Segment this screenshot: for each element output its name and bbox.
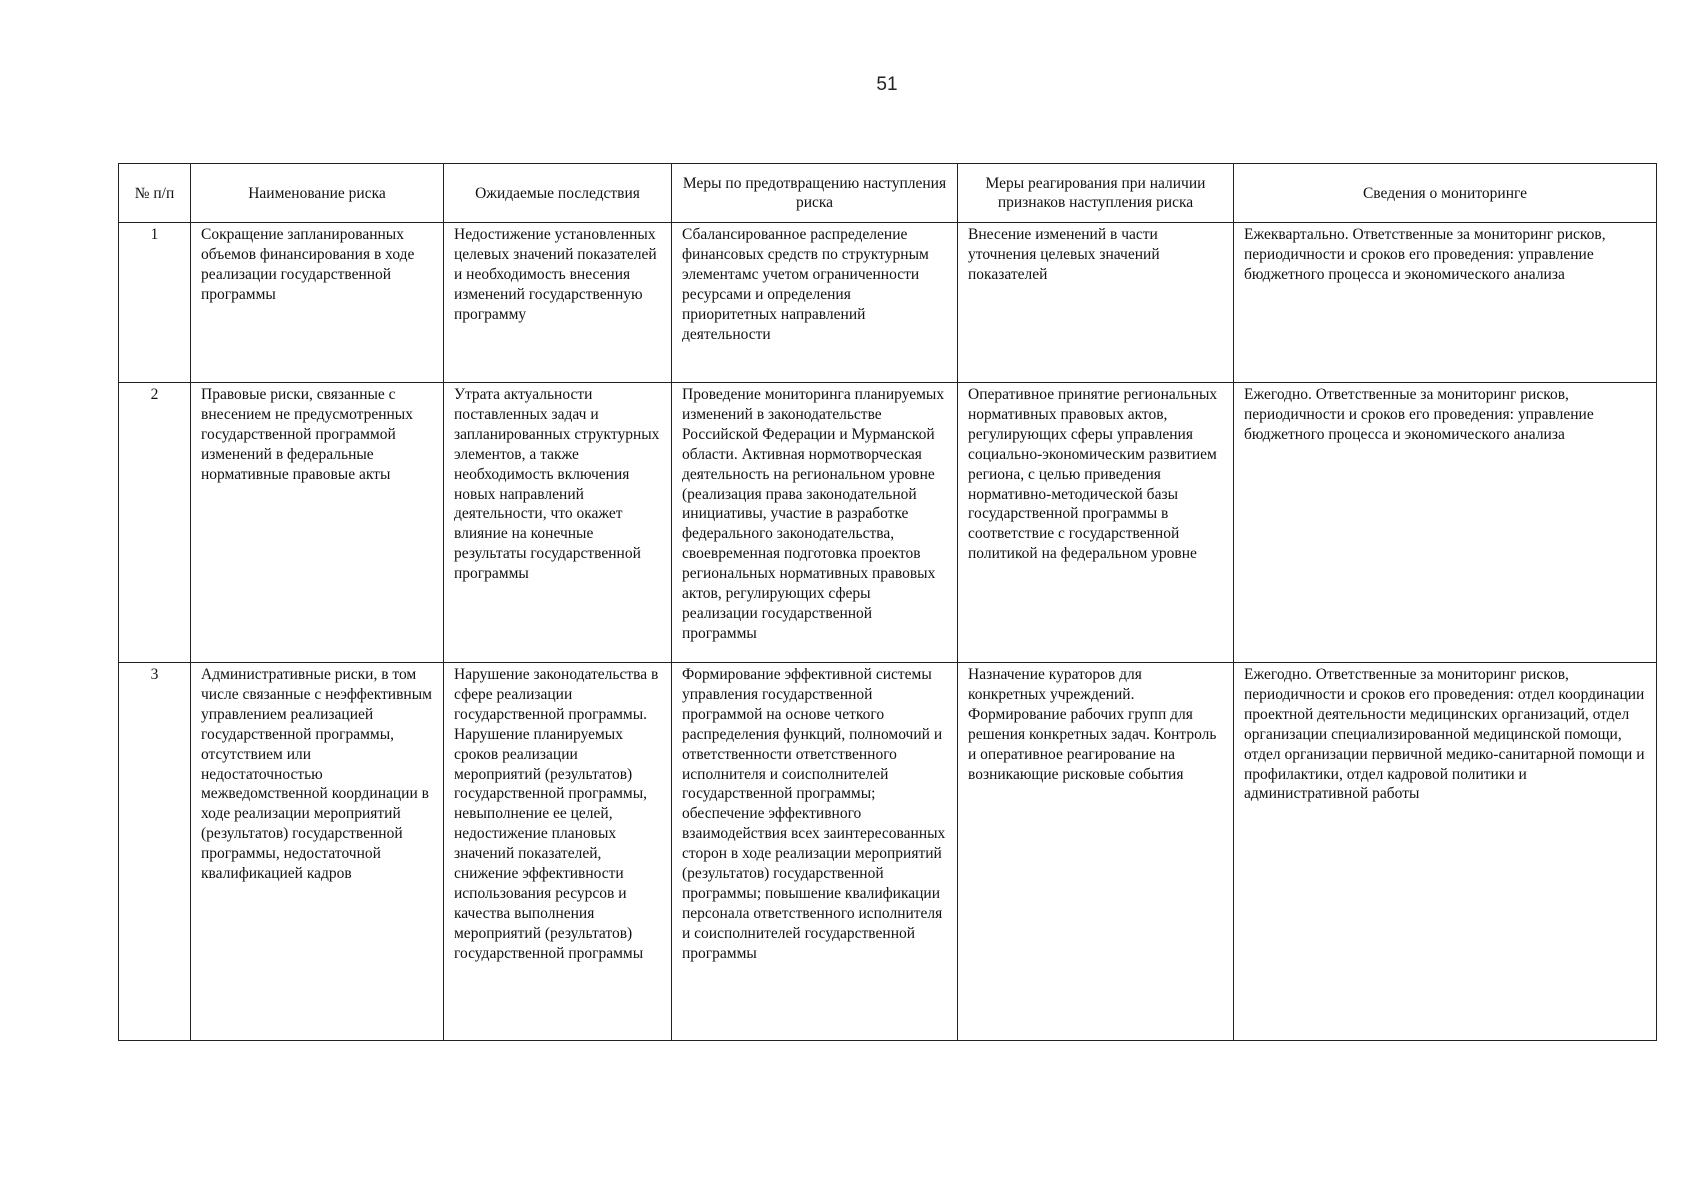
header-response: Меры реагирования при наличии признаков наступления риска (958, 164, 1234, 223)
header-risk-name: Наименование риска (191, 164, 444, 223)
cell-response: Внесение изменений в части уточнения целевых значений показателей (958, 223, 1234, 383)
page-number: 51 (876, 74, 898, 95)
cell-prevention: Сбалансированное распределение финансовых средств по структурным элементамс учетом ограниченности ресурсами и определения приоритетных направлений деятельности (672, 223, 958, 383)
cell-monitoring: Ежегодно. Ответственные за мониторинг рисков, периодичности и сроков его проведения: управление бюджетного процесса и экономического анализа (1234, 383, 1657, 663)
cell-number: 2 (119, 383, 191, 663)
cell-number: 3 (119, 663, 191, 1041)
cell-risk-name: Административные риски, в том числе связанные с неэффективным управлением реализацией государственной программы, отсутствием или недостаточностью межведомственной координации в ходе реализации мероприятий (результатов) государственной программы, недостаточной квалификацией кадров (191, 663, 444, 1041)
header-consequences: Ожидаемые последствия (444, 164, 672, 223)
cell-number: 1 (119, 223, 191, 383)
cell-consequences: Утрата актуальности поставленных задач и запланированных структурных элементов, а также необходимость включения новых направлений деятельности, что окажет влияние на конечные результаты государственной программы (444, 383, 672, 663)
table-row (119, 383, 1657, 663)
cell-risk-name: Сокращение запланированных объемов финансирования в ходе реализации государственной программы (191, 223, 444, 383)
cell-response: Назначение кураторов для конкретных учреждений. Формирование рабочих групп для решения конкретных задач. Контроль и оперативное реагирование на возникающие рисковые события (958, 663, 1234, 1041)
cell-consequences: Недостижение установленных целевых значений показателей и необходимость внесения изменений государственную программу (444, 223, 672, 383)
cell-response: Оперативное принятие региональных нормативных правовых актов, регулирующих сферы управления социально-экономическим развитием региона, с целью приведения нормативно-методической базы государственной программы в соответствие с государственной политикой на федеральном уровне (958, 383, 1234, 663)
header-monitoring: Сведения о мониторинге (1234, 164, 1657, 223)
cell-risk-name: Правовые риски, связанные с внесением не предусмотренных государственной программой изменений в федеральные нормативные правовые акты (191, 383, 444, 663)
cell-monitoring: Ежегодно. Ответственные за мониторинг рисков, периодичности и сроков его проведения: отдел координации проектной деятельности медицинских организаций, отдел организации специализированной медицинской помощи, отдел организации первичной медико-санитарной помощи и профилактики, отдел кадровой политики и административной работы (1234, 663, 1657, 1041)
table-row (119, 663, 1657, 1041)
header-number: № п/п (119, 164, 191, 223)
cell-monitoring: Ежеквартально. Ответственные за мониторинг рисков, периодичности и сроков его проведения: управление бюджетного процесса и экономического анализа (1234, 223, 1657, 383)
cell-consequences: Нарушение законодательства в сфере реализации государственной программы. Нарушение планируемых сроков реализации мероприятий (результатов) государственной программы, невыполнение ее целей, недостижение плановых значений показателей, снижение эффективности использования ресурсов и качества выполнения мероприятий (результатов) государственной программы (444, 663, 672, 1041)
cell-prevention: Формирование эффективной системы управления государственной программой на основе четкого распределения функций, полномочий и ответственности ответственного исполнителя и соисполнителей государственной программы; обеспечение эффективного взаимодействия всех заинтересованных сторон в ходе реализации мероприятий (результатов) государственной программы; повышение квалификации персонала ответственного исполнителя и соисполнителей государственной программы (672, 663, 958, 1041)
risk-table (118, 163, 1657, 1041)
table-header-row (119, 164, 1657, 223)
header-prevention: Меры по предотвращению наступления риска (672, 164, 958, 223)
table-row (119, 223, 1657, 383)
cell-prevention: Проведение мониторинга планируемых изменений в законодательстве Российской Федерации и Мурманской области. Активная нормотворческая деятельность на региональном уровне (реализация права законодательной инициативы, участие в разработке федерального законодательства, своевременная подготовка проектов региональных нормативных правовых актов, регулирующих сферы реализации государственной программы (672, 383, 958, 663)
